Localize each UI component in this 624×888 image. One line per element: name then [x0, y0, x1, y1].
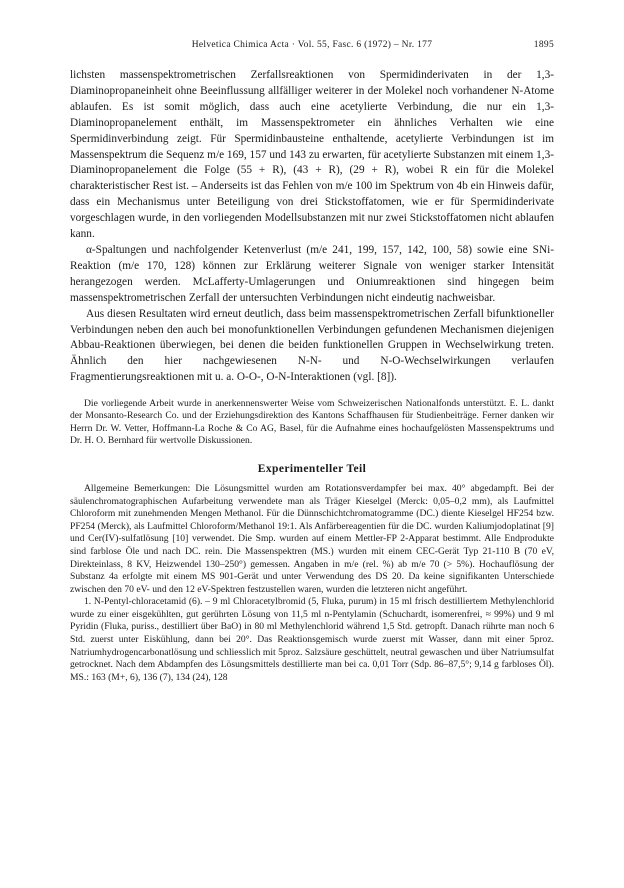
main-text — [70, 68, 554, 386]
journal-citation: Helvetica Chimica Acta · Vol. 55, Fasc. 6 (1972) – Nr. 177 — [191, 40, 433, 50]
paper-page — [70, 40, 554, 684]
section-title: Experimenteller Teil — [257, 462, 367, 475]
paragraph: α-Spaltungen und nachfolgender Ketenverlust (m/e 241, 199, 157, 142, 100, 58) sowie eine SNi-Reaktion (m/e 170, 128) können zur Erklärung weiterer Signale von weniger starker Intensität herangezogen werden. McLafferty-Umlagerungen und Oniumreaktionen sind hingegen beim massenspektrometrischen Zerfall der untersuchten Verbindungen nicht eindeutig nachweisbar. — [70, 243, 554, 304]
paragraph: Aus diesen Resultaten wird erneut deutlich, dass beim massenspektrometrischen Zerfall bifunktioneller Verbindungen neben den auch bei monofunktionellen Verbindungen gefundenen Mechanismen diejenigen Abbau-Reaktionen überwiegen, bei denen die beiden funktionellen Gruppen in Wechselwirkung treten. Ähnlich den hier nachgewiesenen N-N- und N-O-Wechselwirkungen verlaufen Fragmentierungsreaktionen mit u. a. O-O-, O-N-Interaktionen (vgl. [8]). — [70, 307, 554, 384]
experimental-text — [70, 483, 554, 685]
running-header — [70, 40, 554, 54]
paragraph: lichsten massenspektrometrischen Zerfallsreaktionen von Spermidinderivaten in der 1,3-Diaminopropaneinheit ohne Beeinflussung allfälliger weiterer in der Molekel noch vorhandener N-Atome ablaufen. Es ist somit möglich, dass auch eine acetylierte Verbindung, die nur ein 1,3-Diaminopropanelement enthält, im Massenspektrometer ein ähnliches Verhalten wie eine Spermidinverbindung zeigt. Für Spermidinbausteine enthaltende, acetylierte Verbindungen ist im Massenspektrum die Sequenz m/e 169, 157 und 143 zu erwarten, für acetylierte Substanzen mit einem 1,3-Diaminopropanelement die Folge (55 + R), (43 + R), (29 + R), wobei R ein für die Molekel charakteristischer Rest ist. – Anderseits ist das Fehlen von m/e 100 im Spektrum von 4b ein Hinweis dafür, dass ein Mechanismus unter Beteiligung von drei Stickstoffatomen, wie er für Spermidinderivate vorgeschlagen wurde, in den vorliegenden Modellsubstanzen mit nur zwei Stickstoffatomen nicht ablaufen kann. — [70, 69, 554, 241]
page-number: 1895 — [533, 40, 554, 50]
paragraph: 1. N-Pentyl-chloracetamid (6). – 9 ml Chloracetylbromid (5, Fluka, purum) in 15 ml frisch destilliertem Methylenchlorid wurde zu einer eisgekühlten, gut gerührten Lösung von 11,5 ml n-Pentylamin (Schuchardt, isomerenfrei, ≈ 99%) und 9 ml Pyridin (Fluka, puriss., destilliert über BaO) in 80 ml Methylenchlorid während 1,5 Std. getropft. Danach rührte man noch 6 Std. zuerst unter Eiskühlung, dann bei 20°. Das Reaktionsgemisch wurde zuerst mit Wasser, dann mit einer 5proz. Natriumhydrogencarbonatlösung und schliesslich mit 5proz. Salzsäure geschüttelt, neutral gewaschen und über Natriumsulfat getrocknet. Nach dem Abdampfen des Lösungsmittels destillierte man bei ca. 0,01 Torr (Sdp. 86–87,5°; 9,14 g farbloses Öl). MS.: 163 (M+, 6), 136 (7), 134 (24), 128 — [70, 596, 554, 683]
acknowledgement: Die vorliegende Arbeit wurde in anerkennenswerter Weise vom Schweizerischen Nationalfonds unterstützt. E. L. dankt der Monsanto-Research Co. und der Erziehungsdirektion des Kantons Schaffhausen für Studienbeiträge. Ferner danken wir Herrn Dr. W. Vetter, Hoffmann-La Roche & Co AG, Basel, für die Aufnahme eines hochaufgelösten Massenspektrums und Dr. H. O. Bernhard für wertvolle Diskussionen. — [70, 398, 554, 446]
paragraph: Allgemeine Bemerkungen: Die Lösungsmittel wurden am Rotationsverdampfer bei max. 40° abgedampft. Bei der säulenchromatographischen Aufarbeitung verwendete man als Träger Kieselgel (Merck: 0,05–0,2 mm), als Laufmittel Chloroform mit zunehmenden Mengen Methanol. Für die Dünnschichtchromatogramme (DC.) diente Kieselgel HF254 bzw. PF254 (Merck), als Laufmittel Chloroform/Methanol 19:1. Als Anfärbereagentien für die DC. wurden Kaliumjodoplatinat [9] und Cer(IV)-sulfatlösung [10] verwendet. Die Smp. wurden auf einem Mettler-FP 2-Apparat bestimmt. Alle Endprodukte sind farblose Öle und nach DC. rein. Die Massenspektren (MS.) wurden mit einem CEC-Gerät Typ 21-110 B (70 eV, Direkteinlass, 8 KV, Heizwendel 130–250°) gemessen. Angaben in m/e (rel. %) ab m/e 70 (> 5%). Hochauflösung der Substanz 4a erfolgte mit einem MS 901-Gerät und unter Verwendung des DS 20. Da keine signifikanten Unterschiede zwischen den 70 eV- und den 12 eV-Spektren festzustellen waren, wurden die letzteren nicht angeführt. — [70, 482, 554, 595]
